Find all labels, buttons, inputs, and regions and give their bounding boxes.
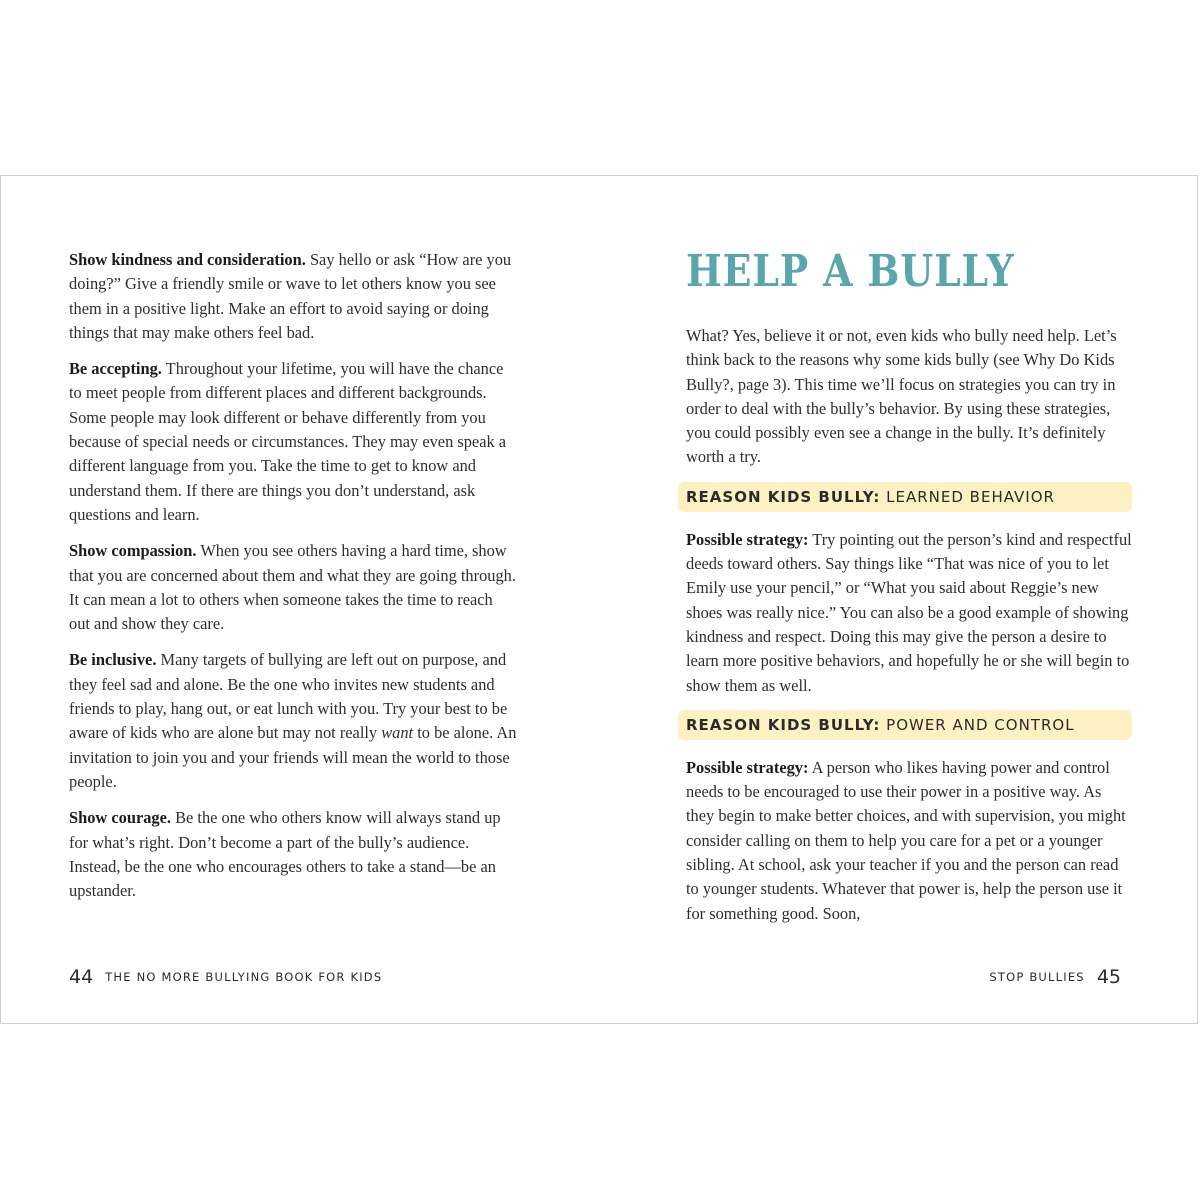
paragraph-text: Throughout your lifetime, you will have the chance to meet people from different places and different backgrounds. Some people may look different or behave differently from you because of special needs or circumstances. They may even speak a different language from you. Take the time to get to know and understand them. If there are things you don’t understand, ask questions and learn. — [69, 359, 507, 524]
strategy-lead: Possible strategy: — [686, 529, 809, 549]
paragraph-emphasis: want — [381, 723, 414, 743]
strategy-paragraph-power-control — [686, 756, 1132, 926]
strategy-text: Try pointing out the person’s kind and respectful deeds toward others. Say things like “That was nice of you to let Emily use your pencil,” or “What you said about Reggie’s new shoes was really nice.” You can also be a good example of showing kindness and respect. Doing this may give the person a desire to learn more positive behaviors, and hopefully he or she will begin to show them as well. — [686, 529, 1132, 695]
page-number: 45 — [1096, 966, 1121, 988]
paragraph-text: When you see others having a hard time, show that you are concerned about them and what they are going through. It can mean a lot to others when someone takes the time to reach out and show they care. — [69, 541, 516, 634]
reason-bar-power-control — [678, 710, 1132, 740]
strategy-paragraph-learned-behavior — [686, 528, 1132, 698]
chapter-title: HELP A BULLY — [686, 246, 1015, 297]
right-page — [601, 176, 1199, 1023]
left-page — [1, 176, 601, 1023]
reason-bar-text: POWER AND CONTROL — [880, 715, 1075, 734]
reason-bar-learned-behavior — [678, 482, 1132, 512]
right-footer — [989, 966, 1121, 988]
right-column — [686, 244, 1132, 938]
left-column — [69, 248, 517, 915]
paragraph-text: Be the one who others know will always stand up for what’s right. Don’t become a part of the bully’s audience. Instead, be the one who encourages others to take a stand—be an upstander. — [69, 808, 501, 901]
strategy-text: A person who likes having power and control needs to be encouraged to use their power in a positive way. As they begin to make better choices, and with supervision, you might consider calling on them to help you care for a pet or a younger sibling. At school, ask your teacher if you and the person can read to younger students. Whatever that power is, help the person use it for something good. Soon, — [686, 757, 1126, 923]
paragraph-inclusive — [69, 648, 517, 794]
paragraph-courage — [69, 806, 517, 903]
reason-bar-lead: REASON KIDS BULLY: — [686, 715, 881, 734]
left-footer — [69, 966, 382, 988]
strategy-lead: Possible strategy: — [686, 757, 809, 777]
paragraph-lead: Show kindness and consideration. — [69, 250, 306, 269]
reason-bar-lead: REASON KIDS BULLY: — [686, 487, 881, 506]
intro-paragraph: What? Yes, believe it or not, even kids who bully need help. Let’s think back to the reasons why some kids bully (see Why Do Kids Bully?, page 3). This time we’ll focus on strategies you can try in order to deal with the bully’s behavior. By using these strategies, you could possibly even see a change in the bully. It’s definitely worth a try. — [686, 326, 1117, 467]
paragraph-lead: Be inclusive. — [69, 650, 157, 670]
paragraph-text: Say hello or ask “How are you doing?” Give a friendly smile or wave to let others know you see them in a positive light. Make an effort to avoid saying or doing things that may make others feel bad. — [69, 250, 512, 342]
paragraph-compassion — [69, 539, 517, 636]
paragraph-lead: Be accepting. — [69, 359, 162, 379]
reason-bar-text: LEARNED BEHAVIOR — [880, 487, 1055, 506]
paragraph-text: to be alone. An invitation to join you and your friends will mean the world to those people. — [69, 723, 517, 791]
running-head: THE NO MORE BULLYING BOOK FOR KIDS — [105, 970, 383, 984]
paragraph-lead: Show courage. — [69, 808, 171, 828]
page-number: 44 — [69, 966, 94, 988]
paragraph-kindness — [69, 248, 517, 345]
paragraph-accepting — [69, 357, 517, 527]
book-spread — [0, 175, 1198, 1024]
paragraph-lead: Show compassion. — [69, 541, 197, 561]
paragraph-text: Many targets of bullying are left out on purpose, and they feel sad and alone. Be the one who invites new students and friends to play, hang out, or eat lunch with you. Try your best to be aware of kids who are alone but may not really — [69, 650, 508, 743]
running-head: STOP BULLIES — [989, 970, 1085, 984]
